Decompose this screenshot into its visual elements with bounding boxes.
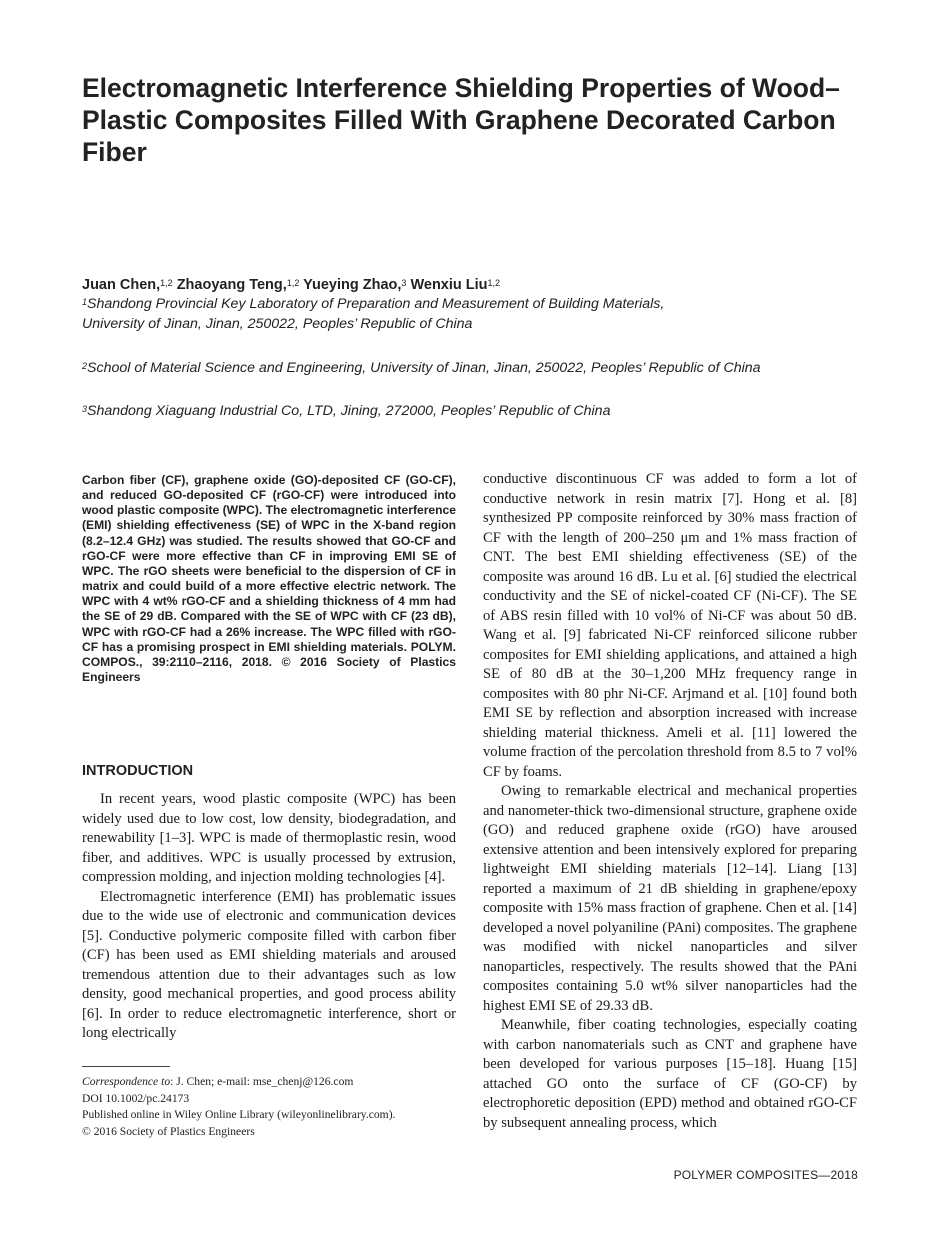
doi-note: DOI 10.1002/pc.24173	[82, 1091, 190, 1105]
author-name: Zhaoyang Teng,	[176, 277, 287, 293]
running-footer: POLYMER COMPOSITES—2018	[673, 1168, 858, 1182]
body-paragraph: Owing to remarkable electrical and mechanical properties and nanometer-thick two-dimensional structure, graphene oxide (GO) and reduced graphene oxide (rGO) have aroused extensive attention and been intensively explored for preparing lightweight EMI shielding materials [12–14]. Liang [13] reported a maximum of 21 dB shielding in graphene/epoxy composite with 15% mass fraction of graphene. Chen et al. [14] developed a novel polyaniline (PAni) composites. The graphene was modified with nickel nanoparticles and silver nanoparticles, respectively. The results showed that the PAni composites containing 5.0 wt% silver nanoparticles had the highest EMI SE of 29.33 dB.	[483, 783, 857, 1014]
copyright-note: © 2016 Society of Plastics Engineers	[82, 1124, 255, 1138]
affiliation-line: University of Jinan, Jinan, 250022, Peoples’ Republic of China	[82, 316, 473, 332]
paper-title: Electromagnetic Interference Shielding Properties of Wood–Plastic Composites Filled With Graphene Decorated Carbon Fiber	[82, 73, 840, 167]
author-name: Wenxiu Liu	[410, 277, 488, 293]
author-affiliation-marker: 3	[401, 278, 407, 288]
affiliation-line: School of Material Science and Engineering, University of Jinan, Jinan, 250022, Peoples’ Republic of China	[87, 360, 761, 376]
left-column-body	[82, 790, 456, 1044]
section-heading-introduction: INTRODUCTION	[82, 763, 194, 779]
published-note: Published online in Wiley Online Library (wileyonlinelibrary.com).	[82, 1108, 396, 1121]
abstract-text: Carbon fiber (CF), graphene oxide (GO)-deposited CF (GO-CF), and reduced GO-deposited CF (rGO-CF) were introduced into wood plastic composite (WPC). The electromagnetic interference (EMI) shielding effectiveness (SE) of WPC in the X-band region (8.2–12.4 GHz) was studied. The results showed that GO-CF and rGO-CF were more effective than CF in improving EMI SE of WPC. The rGO sheets were beneficial to the dispersion of CF in matrix and could build of a more effective electric network. The WPC with 4 wt% rGO-CF and a shielding thickness of 4 mm had the SE of 29 dB. Compared with the SE of WPC with CF (23 dB), WPC with rGO-CF had a 26% increase. The WPC filled with rGO-CF has a promising prospect in EMI shielding materials.	[82, 473, 456, 654]
body-paragraph: conductive discontinuous CF was added to form a lot of conductive network in resin matrix [7]. Hong et al. [8] synthesized PP composite reinforced by 30% mass fraction of CF with the length of 200–250 μm and 1% mass fraction of CNT. The best EMI shielding effectiveness (SE) of the composite was around 16 dB. Lu et al. [6] studied the electrical conductivity and the SE of nickel-coated CF (Ni-CF). The SE of ABS resin filled with 10 vol% of Ni-CF was about 50 dB. Wang et al. [9] fabricated Ni-CF reinforced silicone rubber composites for EMI shielding applications, and attained a high SE of 80 dB at the 30–1,200 MHz frequency range in composites with 80 phr Ni-CF. Arjmand et al. [10] found both EMI SE by reflection and absorption increased with increase shielding material thickness. Ameli et al. [11] lowered the volume fraction of the percolation threshold from 8.5 to 7 vol% CF by foams.	[483, 471, 857, 780]
affiliation-1	[82, 294, 902, 334]
footnote-rule	[82, 1066, 170, 1067]
body-paragraph: In recent years, wood plastic composite (WPC) has been widely used due to low cost, low density, biodegradation, and renewability [1–3]. WPC is made of thermoplastic resin, wood fiber, and additives. WPC is usually processed by extrusion, compression molding, and injection molding technologies [4].	[82, 791, 456, 885]
affiliation-line: Shandong Xiaguang Industrial Co, LTD, Jining, 272000, Peoples’ Republic of China	[87, 403, 611, 419]
author-affiliation-marker: 1,2	[160, 278, 173, 288]
author-affiliation-marker: 1,2	[286, 278, 300, 288]
abstract-citation: POLYM. COMPOS., 39:2110–2116, 2018. © 2016 Society of Plastics Engineers	[82, 639, 456, 685]
affiliation-2	[82, 358, 902, 378]
author-name: Juan Chen,	[82, 277, 161, 293]
correspondence-note	[82, 1074, 462, 1091]
affiliation-marker: 2	[82, 361, 88, 371]
author-list	[82, 276, 882, 294]
affiliation-3	[82, 401, 902, 421]
affiliation-marker: 3	[82, 404, 88, 414]
correspondence-label: Correspondence to	[82, 1075, 171, 1088]
body-paragraph: Meanwhile, fiber coating technologies, especially coating with carbon nanomaterials such as CNT and graphene have been developed for various purposes [15–18]. Huang [15] attached GO onto the surface of CF (GO-CF) by electrophoretic deposition (EPD) method and obtained rGO-CF by subsequent annealing process, which	[483, 1017, 857, 1131]
footnotes	[82, 1074, 462, 1140]
abstract	[82, 473, 456, 685]
affiliation-line: Shandong Provincial Key Laboratory of Preparation and Measurement of Building Materials,	[87, 296, 665, 312]
author-name: Yueying Zhao,	[303, 277, 402, 293]
body-paragraph: Electromagnetic interference (EMI) has problematic issues due to the wide use of electronic and communication devices [5]. Conductive polymeric composite filled with carbon fiber (CF) has been used as EMI shielding materials and aroused tremendous attention due to their advantages such as low density, good mechanical properties, and good process ability [6]. In order to reduce electromagnetic interference, short or long electrically	[82, 888, 456, 1041]
right-column-body	[483, 470, 857, 1133]
affiliation-marker: 1	[82, 297, 88, 307]
author-affiliation-marker: 1,2	[487, 278, 501, 288]
correspondence-text: : J. Chen; e-mail: mse_chenj@126.com	[170, 1075, 354, 1088]
